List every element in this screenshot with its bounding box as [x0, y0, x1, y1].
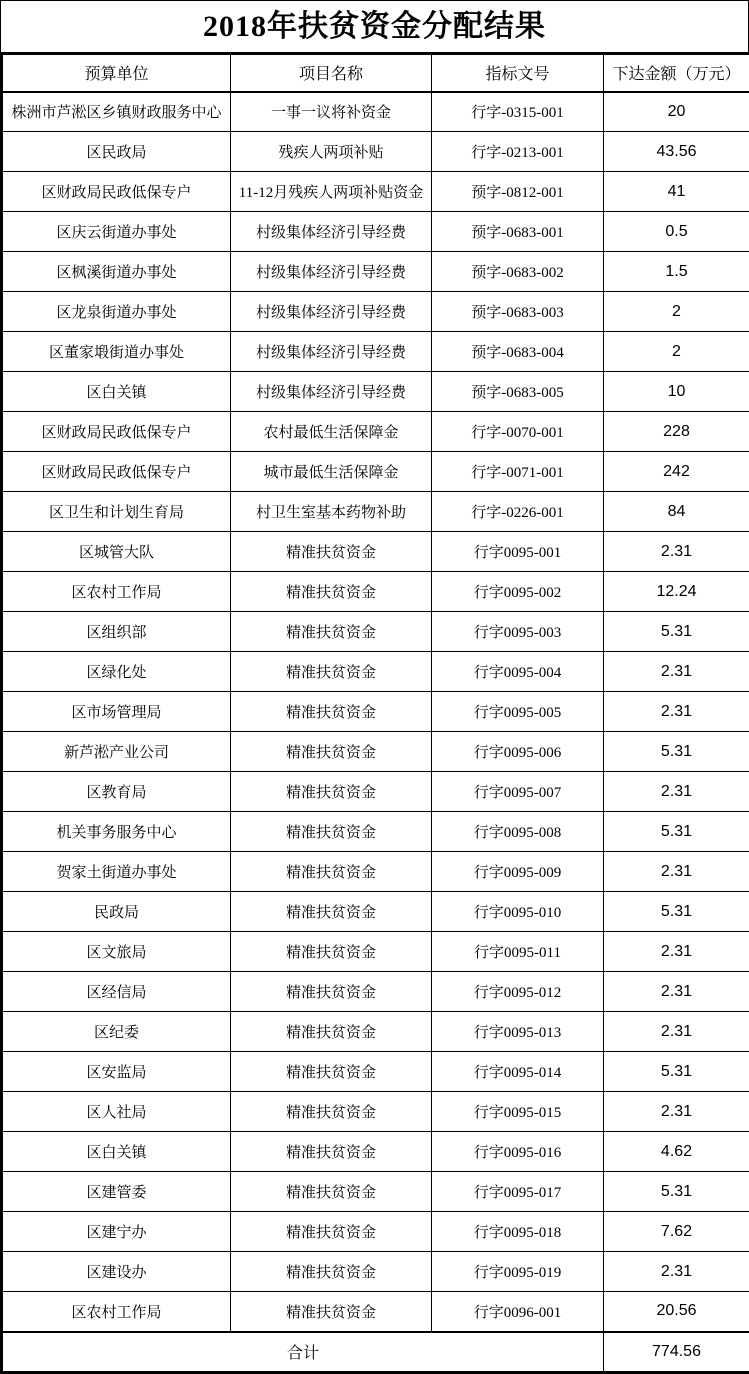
amount-cell: 5.31	[604, 1052, 749, 1092]
amount-cell: 2	[604, 292, 749, 332]
budget-unit-cell: 区白关镇	[2, 372, 231, 412]
table-row	[2, 692, 749, 732]
budget-unit-cell: 区经信局	[2, 972, 231, 1012]
project-name-cell: 精准扶贫资金	[231, 1012, 432, 1052]
table-row	[2, 452, 749, 492]
project-name-cell: 精准扶贫资金	[231, 1092, 432, 1132]
project-name-cell: 精准扶贫资金	[231, 772, 432, 812]
doc-number-cell: 行字0095-019	[432, 1252, 604, 1292]
budget-unit-cell: 区农村工作局	[2, 572, 231, 612]
table-row	[2, 892, 749, 932]
project-name-cell: 村级集体经济引导经费	[231, 372, 432, 412]
budget-unit-cell: 区安监局	[2, 1052, 231, 1092]
total-value: 774.56	[604, 1332, 749, 1373]
budget-unit-cell: 区市场管理局	[2, 692, 231, 732]
budget-unit-cell: 区教育局	[2, 772, 231, 812]
table-row	[2, 372, 749, 412]
amount-cell: 5.31	[604, 732, 749, 772]
budget-unit-cell: 区白关镇	[2, 1132, 231, 1172]
col-header-doc-number: 指标文号	[432, 54, 604, 92]
budget-unit-cell: 区建管委	[2, 1172, 231, 1212]
project-name-cell: 精准扶贫资金	[231, 532, 432, 572]
doc-number-cell: 行字0095-014	[432, 1052, 604, 1092]
amount-cell: 2.31	[604, 692, 749, 732]
budget-unit-cell: 区财政局民政低保专户	[2, 172, 231, 212]
budget-unit-cell: 区卫生和计划生育局	[2, 492, 231, 532]
budget-unit-cell: 区纪委	[2, 1012, 231, 1052]
amount-cell: 1.5	[604, 252, 749, 292]
budget-unit-cell: 区建设办	[2, 1252, 231, 1292]
project-name-cell: 精准扶贫资金	[231, 1132, 432, 1172]
budget-unit-cell: 区财政局民政低保专户	[2, 452, 231, 492]
budget-unit-cell: 区财政局民政低保专户	[2, 412, 231, 452]
project-name-cell: 村卫生室基本药物补助	[231, 492, 432, 532]
doc-number-cell: 行字0095-012	[432, 972, 604, 1012]
project-name-cell: 精准扶贫资金	[231, 572, 432, 612]
table-row	[2, 1172, 749, 1212]
budget-unit-cell: 区民政局	[2, 132, 231, 172]
doc-number-cell: 行字0095-006	[432, 732, 604, 772]
table-row	[2, 612, 749, 652]
table-row	[2, 332, 749, 372]
amount-cell: 2.31	[604, 652, 749, 692]
table-row	[2, 732, 749, 772]
doc-number-cell: 行字0095-011	[432, 932, 604, 972]
project-name-cell: 精准扶贫资金	[231, 612, 432, 652]
amount-cell: 84	[604, 492, 749, 532]
project-name-cell: 城市最低生活保障金	[231, 452, 432, 492]
table-row	[2, 1092, 749, 1132]
col-header-project-name: 项目名称	[231, 54, 432, 92]
doc-number-cell: 行字0096-001	[432, 1292, 604, 1332]
amount-cell: 43.56	[604, 132, 749, 172]
project-name-cell: 一事一议将补资金	[231, 92, 432, 132]
project-name-cell: 精准扶贫资金	[231, 932, 432, 972]
table-row	[2, 1252, 749, 1292]
table-row	[2, 292, 749, 332]
amount-cell: 2.31	[604, 772, 749, 812]
budget-unit-cell: 新芦淞产业公司	[2, 732, 231, 772]
allocation-table	[0, 52, 749, 1374]
doc-number-cell: 行字0095-007	[432, 772, 604, 812]
project-name-cell: 精准扶贫资金	[231, 812, 432, 852]
amount-cell: 5.31	[604, 812, 749, 852]
budget-unit-cell: 区龙泉街道办事处	[2, 292, 231, 332]
project-name-cell: 精准扶贫资金	[231, 1252, 432, 1292]
doc-number-cell: 行字0095-010	[432, 892, 604, 932]
project-name-cell: 11-12月残疾人两项补贴资金	[231, 172, 432, 212]
budget-unit-cell: 区董家塅街道办事处	[2, 332, 231, 372]
budget-unit-cell: 区文旅局	[2, 932, 231, 972]
amount-cell: 20	[604, 92, 749, 132]
table-row	[2, 932, 749, 972]
table-row	[2, 812, 749, 852]
amount-cell: 5.31	[604, 892, 749, 932]
table-row	[2, 1212, 749, 1252]
doc-number-cell: 行字-0070-001	[432, 412, 604, 452]
amount-cell: 2.31	[604, 852, 749, 892]
project-name-cell: 精准扶贫资金	[231, 1292, 432, 1332]
table-row	[2, 172, 749, 212]
doc-number-cell: 行字0095-013	[432, 1012, 604, 1052]
doc-number-cell: 行字0095-005	[432, 692, 604, 732]
budget-unit-cell: 区人社局	[2, 1092, 231, 1132]
project-name-cell: 精准扶贫资金	[231, 652, 432, 692]
title-box	[0, 0, 749, 52]
page-title: 2018年扶贫资金分配结果	[203, 12, 546, 42]
amount-cell: 10	[604, 372, 749, 412]
project-name-cell: 村级集体经济引导经费	[231, 332, 432, 372]
amount-cell: 2.31	[604, 932, 749, 972]
header-row	[2, 54, 749, 92]
doc-number-cell: 预字-0812-001	[432, 172, 604, 212]
doc-number-cell: 预字-0683-001	[432, 212, 604, 252]
budget-unit-cell: 区枫溪街道办事处	[2, 252, 231, 292]
budget-unit-cell: 民政局	[2, 892, 231, 932]
project-name-cell: 精准扶贫资金	[231, 852, 432, 892]
table-row	[2, 1132, 749, 1172]
table-row	[2, 412, 749, 452]
table-row	[2, 252, 749, 292]
doc-number-cell: 行字0095-002	[432, 572, 604, 612]
project-name-cell: 村级集体经济引导经费	[231, 212, 432, 252]
project-name-cell: 精准扶贫资金	[231, 972, 432, 1012]
amount-cell: 2.31	[604, 972, 749, 1012]
total-label: 合计	[2, 1332, 604, 1373]
project-name-cell: 农村最低生活保障金	[231, 412, 432, 452]
doc-number-cell: 行字0095-018	[432, 1212, 604, 1252]
doc-number-cell: 行字-0226-001	[432, 492, 604, 532]
amount-cell: 5.31	[604, 612, 749, 652]
project-name-cell: 精准扶贫资金	[231, 1212, 432, 1252]
project-name-cell: 精准扶贫资金	[231, 1052, 432, 1092]
total-row	[2, 1332, 749, 1373]
table-row	[2, 532, 749, 572]
table-row	[2, 1052, 749, 1092]
table-row	[2, 1012, 749, 1052]
budget-unit-cell: 机关事务服务中心	[2, 812, 231, 852]
amount-cell: 0.5	[604, 212, 749, 252]
amount-cell: 2.31	[604, 1012, 749, 1052]
doc-number-cell: 预字-0683-002	[432, 252, 604, 292]
doc-number-cell: 行字0095-003	[432, 612, 604, 652]
budget-unit-cell: 株洲市芦淞区乡镇财政服务中心	[2, 92, 231, 132]
table-row	[2, 212, 749, 252]
table-row	[2, 852, 749, 892]
doc-number-cell: 行字0095-008	[432, 812, 604, 852]
project-name-cell: 精准扶贫资金	[231, 732, 432, 772]
amount-cell: 2	[604, 332, 749, 372]
amount-cell: 20.56	[604, 1292, 749, 1332]
doc-number-cell: 行字-0213-001	[432, 132, 604, 172]
amount-cell: 5.31	[604, 1172, 749, 1212]
amount-cell: 228	[604, 412, 749, 452]
doc-number-cell: 行字-0315-001	[432, 92, 604, 132]
doc-number-cell: 行字0095-004	[432, 652, 604, 692]
project-name-cell: 精准扶贫资金	[231, 892, 432, 932]
doc-number-cell: 行字0095-001	[432, 532, 604, 572]
doc-number-cell: 预字-0683-004	[432, 332, 604, 372]
amount-cell: 41	[604, 172, 749, 212]
doc-number-cell: 预字-0683-005	[432, 372, 604, 412]
col-header-budget-unit: 预算单位	[2, 54, 231, 92]
doc-number-cell: 行字0095-009	[432, 852, 604, 892]
table-row	[2, 492, 749, 532]
table-row	[2, 92, 749, 132]
doc-number-cell: 行字0095-015	[432, 1092, 604, 1132]
project-name-cell: 村级集体经济引导经费	[231, 252, 432, 292]
col-header-amount: 下达金额（万元）	[604, 54, 749, 92]
table-row	[2, 132, 749, 172]
amount-cell: 2.31	[604, 1092, 749, 1132]
amount-cell: 2.31	[604, 532, 749, 572]
table-row	[2, 772, 749, 812]
budget-unit-cell: 贺家土街道办事处	[2, 852, 231, 892]
doc-number-cell: 行字0095-016	[432, 1132, 604, 1172]
budget-unit-cell: 区城管大队	[2, 532, 231, 572]
doc-number-cell: 预字-0683-003	[432, 292, 604, 332]
table-row	[2, 972, 749, 1012]
amount-cell: 2.31	[604, 1252, 749, 1292]
budget-unit-cell: 区庆云街道办事处	[2, 212, 231, 252]
project-name-cell: 残疾人两项补贴	[231, 132, 432, 172]
project-name-cell: 精准扶贫资金	[231, 692, 432, 732]
budget-unit-cell: 区组织部	[2, 612, 231, 652]
budget-unit-cell: 区建宁办	[2, 1212, 231, 1252]
amount-cell: 4.62	[604, 1132, 749, 1172]
project-name-cell: 村级集体经济引导经费	[231, 292, 432, 332]
doc-number-cell: 行字-0071-001	[432, 452, 604, 492]
table-row	[2, 572, 749, 612]
amount-cell: 7.62	[604, 1212, 749, 1252]
table-row	[2, 1292, 749, 1332]
table-row	[2, 652, 749, 692]
budget-unit-cell: 区绿化处	[2, 652, 231, 692]
table-body	[2, 92, 749, 1332]
project-name-cell: 精准扶贫资金	[231, 1172, 432, 1212]
doc-number-cell: 行字0095-017	[432, 1172, 604, 1212]
budget-unit-cell: 区农村工作局	[2, 1292, 231, 1332]
amount-cell: 242	[604, 452, 749, 492]
amount-cell: 12.24	[604, 572, 749, 612]
